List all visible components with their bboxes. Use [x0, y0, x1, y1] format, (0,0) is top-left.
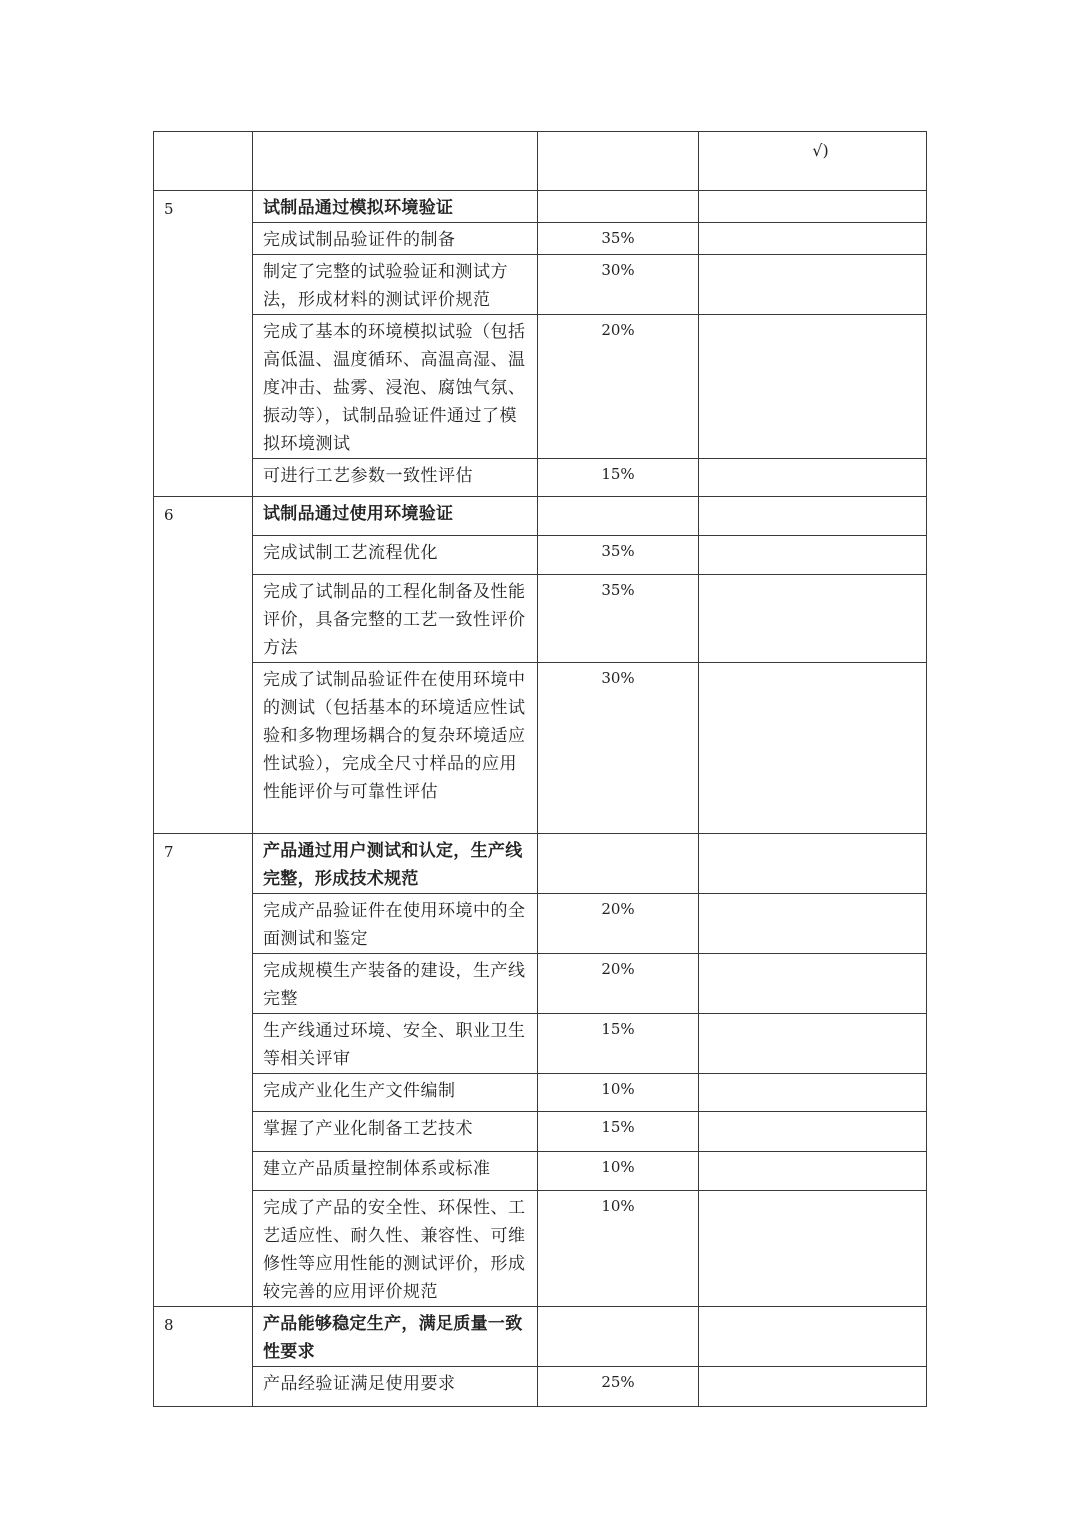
weight-value: 30% — [538, 663, 699, 834]
criterion-cell — [253, 1152, 538, 1191]
level-title: 试制品通过模拟环境验证 — [263, 198, 454, 218]
table-row — [154, 255, 927, 315]
table-row — [154, 663, 927, 834]
criterion-cell — [253, 223, 538, 255]
cell-check — [699, 191, 927, 223]
level-title-cell — [253, 191, 538, 223]
criterion-cell — [253, 1074, 538, 1112]
weight-value: 20% — [538, 894, 699, 954]
criterion-text: 生产线通过环境、安全、职业卫生等相关评审 — [263, 1021, 526, 1069]
criterion-cell — [253, 575, 538, 663]
cell-check — [699, 663, 927, 834]
criterion-cell — [253, 459, 538, 497]
criterion-cell — [253, 1014, 538, 1074]
weight-value: 10% — [538, 1191, 699, 1307]
table-row-level-5 — [154, 191, 927, 223]
table-row-level-6 — [154, 497, 927, 536]
table-row — [154, 1014, 927, 1074]
cell-check — [699, 459, 927, 497]
weight-value: 30% — [538, 255, 699, 315]
criterion-text: 完成试制品验证件的制备 — [263, 230, 456, 250]
cell-check — [699, 1307, 927, 1367]
table-row — [154, 575, 927, 663]
table-row — [154, 1367, 927, 1407]
cell-weight — [538, 132, 699, 191]
criterion-text: 完成了试制品验证件在使用环境中的测试（包括基本的环境适应性试验和多物理场耦合的复杂环境适应性试验），完成全尺寸样品的应用性能评价与可靠性评估 — [263, 670, 526, 802]
criterion-text: 完成试制工艺流程优化 — [263, 543, 438, 563]
evaluation-table — [153, 131, 927, 1407]
criterion-cell — [253, 954, 538, 1014]
cell-check — [699, 1152, 927, 1191]
cell-check — [699, 536, 927, 575]
weight-value: 25% — [538, 1367, 699, 1407]
table-row — [154, 536, 927, 575]
table-row — [154, 1152, 927, 1191]
table-row — [154, 1191, 927, 1307]
criterion-cell — [253, 536, 538, 575]
criterion-cell — [253, 315, 538, 459]
weight-value: 20% — [538, 954, 699, 1014]
table-row-level-8 — [154, 1307, 927, 1367]
level-title-cell — [253, 834, 538, 894]
weight-value: 10% — [538, 1152, 699, 1191]
criterion-cell — [253, 663, 538, 834]
level-title-cell — [253, 497, 538, 536]
table-row — [154, 315, 927, 459]
table-row-continuation — [154, 132, 927, 191]
cell-weight — [538, 1307, 699, 1367]
level-title: 产品通过用户测试和认定，生产线完整，形成技术规范 — [263, 841, 523, 889]
table-row — [154, 894, 927, 954]
level-title: 试制品通过使用环境验证 — [263, 504, 454, 524]
criterion-text: 完成规模生产装备的建设，生产线完整 — [263, 961, 526, 1009]
check-mark: √) — [812, 141, 829, 160]
criterion-cell — [253, 1367, 538, 1407]
weight-value: 35% — [538, 223, 699, 255]
criterion-cell — [253, 255, 538, 315]
cell-check — [699, 1014, 927, 1074]
criterion-text: 完成产业化生产文件编制 — [263, 1081, 456, 1101]
table-row — [154, 223, 927, 255]
table-row — [154, 459, 927, 497]
criterion-text: 建立产品质量控制体系或标准 — [263, 1159, 491, 1179]
weight-value: 35% — [538, 536, 699, 575]
weight-value: 20% — [538, 315, 699, 459]
criterion-cell — [253, 894, 538, 954]
weight-value: 10% — [538, 1074, 699, 1112]
cell-check — [699, 1367, 927, 1407]
cell-check — [699, 223, 927, 255]
level-title: 产品能够稳定生产，满足质量一致性要求 — [263, 1314, 523, 1362]
criterion-text: 完成产品验证件在使用环境中的全面测试和鉴定 — [263, 901, 526, 949]
cell-weight — [538, 497, 699, 536]
criterion-text: 可进行工艺参数一致性评估 — [263, 466, 473, 486]
cell-check — [699, 497, 927, 536]
criterion-text: 完成了产品的安全性、环保性、工艺适应性、耐久性、兼容性、可维修性等应用性能的测试评价，形成较完善的应用评价规范 — [263, 1198, 526, 1302]
weight-value: 15% — [538, 1014, 699, 1074]
criterion-text: 完成了基本的环境模拟试验（包括高低温、温度循环、高温高湿、温度冲击、盐雾、浸泡、腐蚀气氛、振动等），试制品验证件通过了模拟环境测试 — [263, 322, 526, 454]
table-row-level-7 — [154, 834, 927, 894]
level-number: 8 — [154, 1307, 253, 1407]
criterion-cell — [253, 1191, 538, 1307]
cell-content — [253, 132, 538, 191]
criterion-text: 掌握了产业化制备工艺技术 — [263, 1119, 473, 1139]
criterion-cell — [253, 1112, 538, 1152]
cell-check — [699, 894, 927, 954]
criterion-text: 制定了完整的试验验证和测试方法，形成材料的测试评价规范 — [263, 262, 508, 310]
cell-check — [699, 1074, 927, 1112]
level-number: 7 — [154, 834, 253, 1307]
cell-number — [154, 132, 253, 191]
weight-value: 15% — [538, 1112, 699, 1152]
table-row — [154, 1112, 927, 1152]
cell-check — [699, 132, 927, 191]
cell-weight — [538, 191, 699, 223]
level-title-cell — [253, 1307, 538, 1367]
weight-value: 15% — [538, 459, 699, 497]
cell-check — [699, 954, 927, 1014]
weight-value: 35% — [538, 575, 699, 663]
cell-check — [699, 315, 927, 459]
cell-check — [699, 1191, 927, 1307]
criterion-text: 产品经验证满足使用要求 — [263, 1374, 456, 1394]
level-number: 5 — [154, 191, 253, 497]
cell-check — [699, 575, 927, 663]
table-row — [154, 1074, 927, 1112]
table-row — [154, 954, 927, 1014]
cell-check — [699, 834, 927, 894]
cell-check — [699, 255, 927, 315]
cell-weight — [538, 834, 699, 894]
criterion-text: 完成了试制品的工程化制备及性能评价，具备完整的工艺一致性评价方法 — [263, 582, 526, 658]
level-number: 6 — [154, 497, 253, 834]
cell-check — [699, 1112, 927, 1152]
